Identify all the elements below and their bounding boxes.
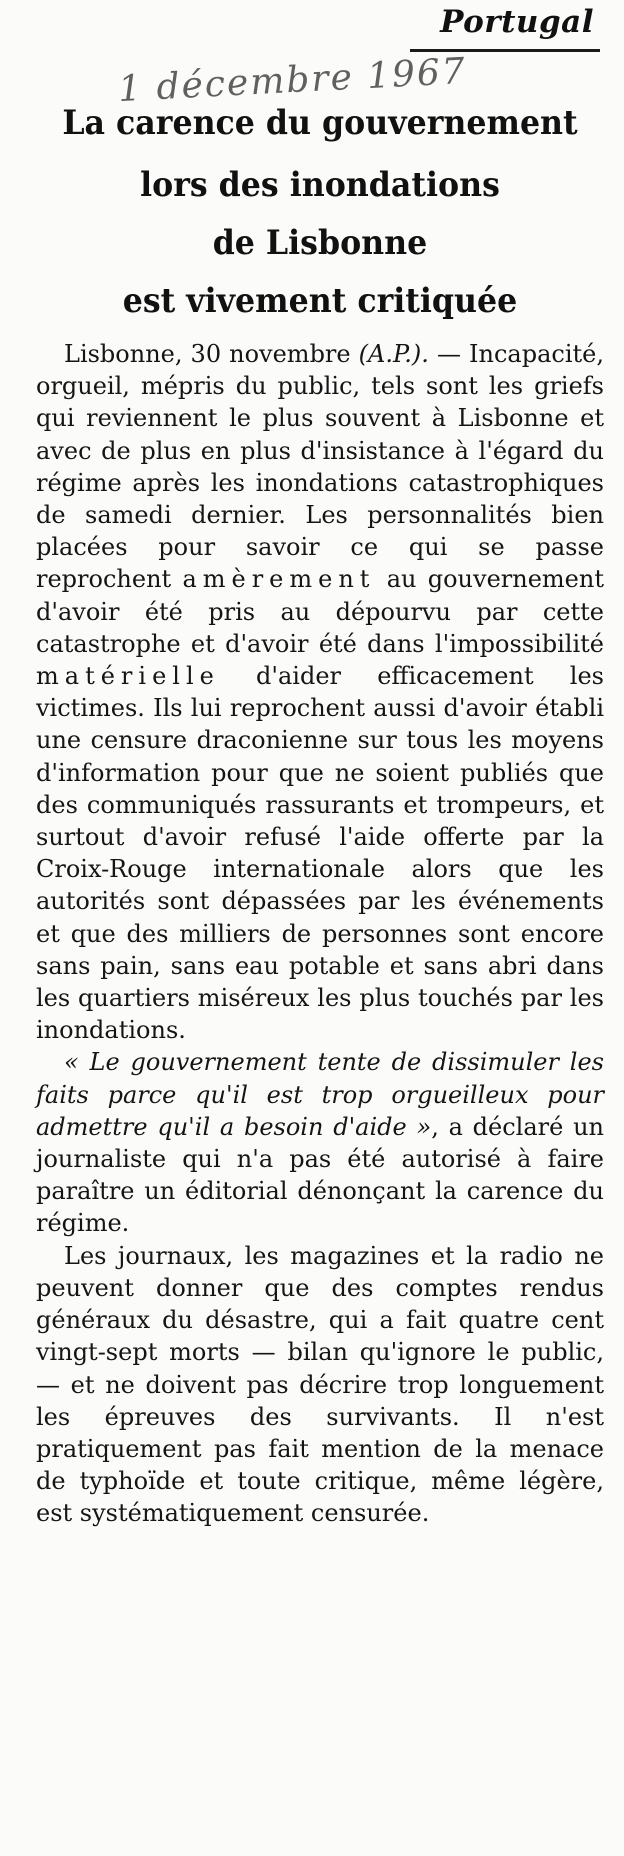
agency: (A.P.). bbox=[358, 340, 429, 368]
paragraph-3: Les journaux, les magazines et la radio ne peuvent donner que des comptes rendus généraux du désastre, qui a fait quatre cent vingt-sept morts — bilan qu'ignore le public, — et ne doivent pas décrire trop longuement les épreuves des survivants. Il n'est pratiquement pas fait mention de la menace de typhoïde et toute critique, même légère, est systématiquement censurée. bbox=[36, 1241, 604, 1528]
headline-line-4: est vivement critiquée bbox=[122, 281, 518, 321]
paragraph-1-text-a: — Incapacité, orgueil, mépris du public, tels sont les griefs qui reviennent le plus souvent à Lisbonne et avec de plus en plus d'insistance à l'égard du régime après les inondations catastrophiques de samedi dernier. Les personnalités bien placées pour savoir ce qui se passe reprochent bbox=[36, 340, 604, 594]
paragraph-2 bbox=[36, 1046, 604, 1239]
article-body bbox=[36, 338, 604, 1530]
quote: « Le gouvernement tente de dissimuler les faits parce qu'il est trop orgueilleux pour admettre qu'il a besoin d'aide » bbox=[36, 1048, 604, 1141]
headline-line-2: lors des inondations bbox=[140, 165, 500, 205]
spaced-word-2: matérielle bbox=[36, 662, 220, 691]
section-heading: Portugal bbox=[440, 4, 594, 40]
paragraph-1-text-c: d'aider efficacement les victimes. Ils lui reprochent aussi d'avoir établi une censure draconienne sur tous les moyens d'information pour que ne soient publiés que des communiqués rassurants et trompeurs, et surtout d'avoir refusé l'aide offerte par la Croix-Rouge internationale alors que les autorités sont dépassées par les événements et que des milliers de personnes sont encore sans pain, sans eau potable et sans abri dans les quartiers miséreux les plus touchés par les inondations. bbox=[36, 662, 604, 1045]
headline-line-1: La carence du gouvernement bbox=[62, 103, 578, 143]
spaced-word-1: amèrement bbox=[182, 565, 376, 594]
paragraph-2-text: , a déclaré un journaliste qui n'a pas été autorisé à faire paraître un éditorial dénonçant la carence du régime. bbox=[36, 1112, 605, 1238]
paragraph-1 bbox=[36, 338, 604, 1046]
handwritten-date: 1 décembre 1967 bbox=[117, 50, 468, 111]
dateline: Lisbonne, 30 novembre bbox=[64, 340, 351, 368]
paragraph-1-text-b: au gouvernement d'avoir été pris au dépourvu par cette catastrophe et d'avoir été dans l'impossibilité bbox=[36, 565, 604, 658]
headline-line-3: de Lisbonne bbox=[212, 223, 428, 263]
